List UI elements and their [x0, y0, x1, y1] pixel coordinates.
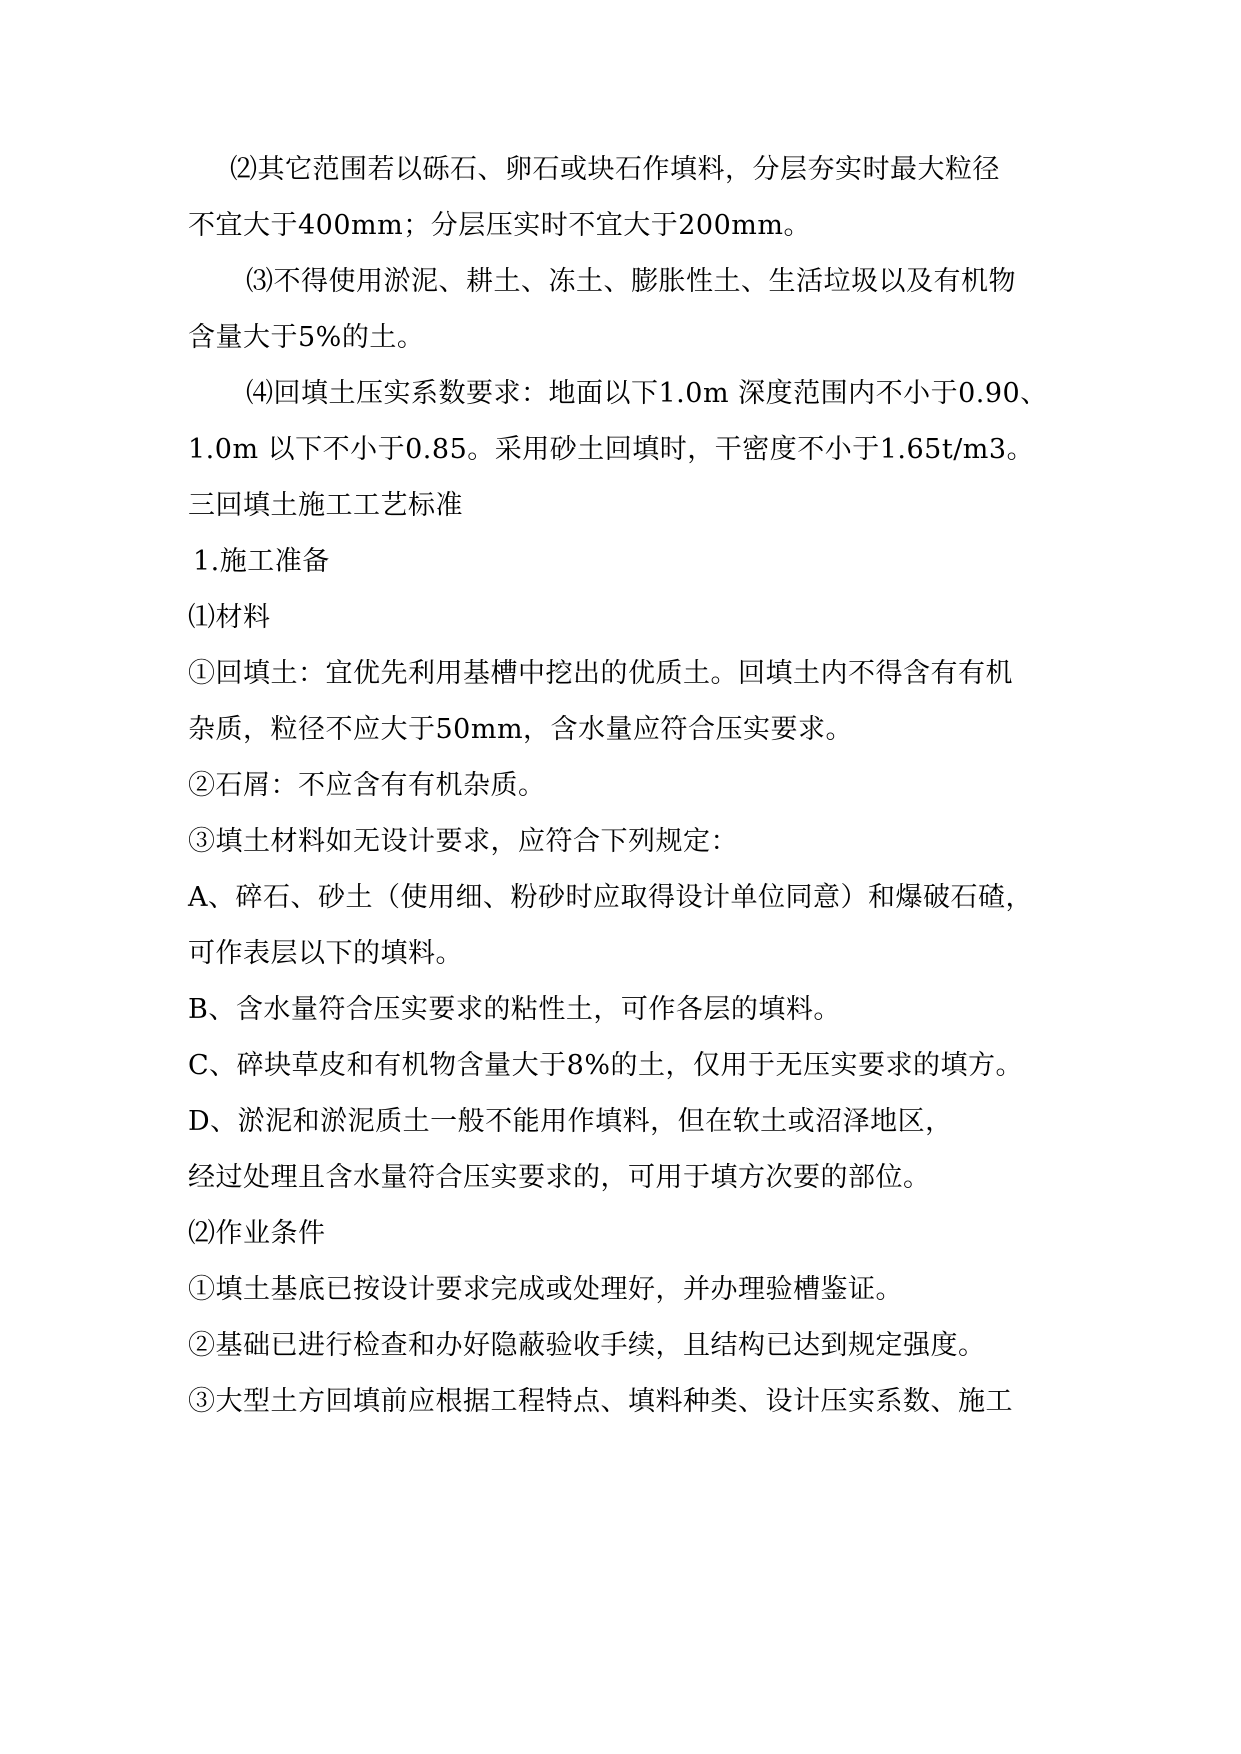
section-heading: 三回填土施工工艺标准: [188, 490, 463, 521]
paragraph-line: ③大型土方回填前应根据工程特点、填料种类、设计压实系数、施工: [188, 1386, 1013, 1417]
paragraph-line: ⑶不得使用淤泥、耕土、冻土、膨胀性土、生活垃圾以及有机物: [246, 266, 1016, 297]
paragraph-line: ②基础已进行检查和办好隐蔽验收手续，且结构已达到规定强度。: [188, 1330, 986, 1361]
paragraph-line: A、碎石、砂土（使用细、粉砂时应取得设计单位同意）和爆破石碴，: [188, 882, 1033, 913]
paragraph-line: ②石屑：不应含有有机杂质。: [188, 770, 546, 801]
subsection-heading: 1.施工准备: [193, 546, 330, 577]
paragraph-line: ⑷回填土压实系数要求：地面以下1.0m 深度范围内不小于0.90、: [246, 378, 1048, 409]
paragraph-line: ①回填土：宜优先利用基槽中挖出的优质土。回填土内不得含有有机: [188, 658, 1013, 689]
paragraph-line: D、淤泥和淤泥质土一般不能用作填料，但在软土或沼泽地区，: [188, 1106, 953, 1137]
subsection-heading: ⑵作业条件: [188, 1218, 326, 1249]
subsection-heading: ⑴材料: [188, 602, 271, 633]
paragraph-line: B、含水量符合压实要求的粘性土，可作各层的填料。: [188, 994, 841, 1025]
paragraph-line: 含量大于5%的土。: [188, 322, 425, 353]
paragraph-line: C、碎块草皮和有机物含量大于8%的土，仅用于无压实要求的填方。: [188, 1050, 1023, 1081]
paragraph-line: 不宜大于400mm；分层压实时不宜大于200mm。: [188, 210, 811, 241]
paragraph-line: 杂质，粒径不应大于50mm，含水量应符合压实要求。: [188, 714, 854, 745]
paragraph-line: ③填土材料如无设计要求，应符合下列规定：: [188, 826, 738, 857]
paragraph-line: 可作表层以下的填料。: [188, 938, 463, 969]
paragraph-line: ⑵其它范围若以砾石、卵石或块石作填料，分层夯实时最大粒径: [230, 154, 1000, 185]
paragraph-line: 经过处理且含水量符合压实要求的，可用于填方次要的部位。: [188, 1162, 931, 1193]
paragraph-line: ①填土基底已按设计要求完成或处理好，并办理验槽鉴证。: [188, 1274, 903, 1305]
paragraph-line: 1.0m 以下不小于0.85。采用砂土回填时，干密度不小于1.65t/m3。: [188, 434, 1035, 465]
